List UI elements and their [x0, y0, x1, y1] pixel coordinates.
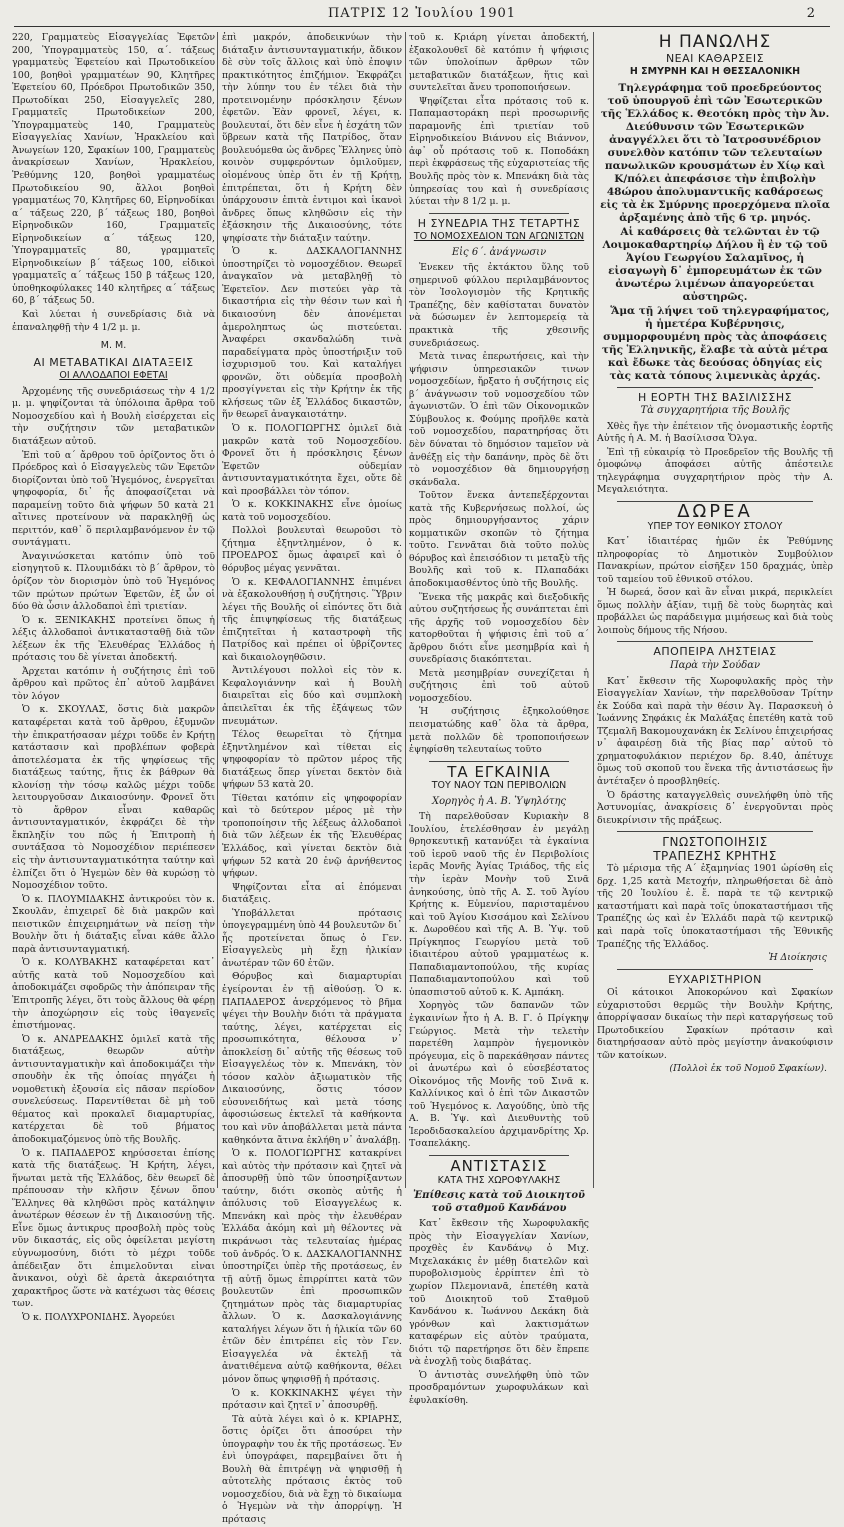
column-3: [409, 32, 589, 1406]
article-kicker: Τὰ συγχαρητήρια τῆς Βουλῆς: [640, 405, 790, 417]
signature: (Πολλοὶ ἐκ τοῦ Νομοῦ Σφακίων).: [669, 1063, 827, 1075]
article-paragraph: Ἡ συζήτησις ἐξηκολούθησε πεισματώδης καθ᾽ ὅλα τὰ ἄρθρα, μετὰ πολλῶν δὲ τροποποιήσεων ἐψηφίσθη τελευταίως τοῦτο: [409, 706, 589, 756]
article-paragraph: Τοῦτον ἕνεκα ἀντεπεξέρχονται κατὰ τῆς Κυβερνήσεως πολλοί, ὡς πρὸς δημιουργήσαντος χάριν κομματικῶν σκοπῶν τὸ ζήτημα τοῦτο. Γεννᾶται διὰ τοῦτο πολὺς θόρυβος καὶ ἐπεισόδιον τι μεταξὺ τῆς Βουλῆς καὶ τοῦ κ. Πλαπαδάκι ἀποδοκιμασθέντος ὑπὸ τῆς Βουλῆς.: [409, 490, 589, 589]
masthead-title: ΠΑΤΡΙΣ 12 Ἰουλίου 1901: [327, 6, 517, 21]
article-headline: ΤΑ ΕΓΚΑΙΝΙΑ: [447, 762, 551, 781]
section-divider: [617, 831, 813, 832]
article-headline: ΕΥΧΑΡΙΣΤΗΡΙΟΝ: [668, 972, 762, 986]
article-paragraph: Κατ᾽ ἰδιαιτέρας ἡμῶν ἐκ Ῥεθύμνης πληροφορίας τὸ Δημοτικὸν Συμβούλιον Πανακρίων, πρώτον εἰσῆξεν 150 δραχμάς, ὑπὲρ τοῦ ταμείου τοῦ ἐθνικοῦ στόλου.: [597, 536, 833, 585]
article-subheadline: ΥΠΕΡ ΤΟΥ ΕΘΝΙΚΟΥ ΣΤΟΛΟΥ: [647, 520, 783, 532]
header-rule: [14, 26, 830, 27]
article-paragraph: Ὁ κ. ΚΟΛΥΒΑΚΗΣ καταφέρεται κατ᾽ αὐτῆς κατὰ τοῦ Νομοσχεδίου καὶ ἀποδοκιμάζει σφοδρῶς τὴν ἀπόπειραν τῆς Ἐπιτροπῆς λέγει, ὅτι τοὺς ἄλλους θὰ φέρῃ τὴν ἀποχώρησιν εἰς τοὺς ἰθαγενεῖς ἐπιστήμονας.: [12, 957, 215, 1032]
article-paragraph: Μετὰ μεσημβρίαν συνεχίζεται ἡ συζήτησις ἐπὶ τοῦ αὐτοῦ νομοσχεδίου.: [409, 667, 589, 704]
section-divider: [429, 1155, 569, 1156]
article-paragraph: Ὁ ἀντιστὰς συνελήφθη ὑπὸ τῶν προσδραμόντων χωροφυλάκων καὶ ἐφυλακίσθη.: [409, 1369, 589, 1406]
article-paragraph: Οἱ κάτοικοι Ἀποκορώνου καὶ Σφακίων εὐχαριστοῦσι θερμῶς τὴν Βουλὴν Κρήτης, ἀπορρίψασαν δικαίως τὴν περὶ καταργήσεως τοῦ Πρωτοδικείου Σφακίων πρότασιν καὶ διατηρήσασαν αὐτὸ πρὸς μεγίστην ἀνακούφισιν τῶν κατοίκων.: [597, 987, 833, 1061]
article-paragraph: Θόρυβος καὶ διαμαρτυρίαι ἐγείρονται ἐν τῇ αἰθούσῃ. Ὁ κ. ΠΑΠΑΔΕΡΟΣ ἀνερχόμενος τὸ βῆμα ψέγει τὴν Βουλὴν διότι τὰ πράγματα ταύτης, λέγει, κατέρχεται εἰς προσωπικότητα, θέλουσα ν᾽ ἀποκλείσῃ δι᾽ αὐτῆς τῆς θέσεως τοῦ Εἰσαγγελέως τὸν κ. Μπενάκη, τὸν τόσον καλὸν ἀξιωματικὸν τῆς Δικαιοσύνης, ὅστις τόσον εὐσυνειδήτως καὶ μετὰ τόσης ἀφοσιώσεως ἐκτελεῖ τὰ καθήκοντα του καὶ νῦν ἀποβάλλεται μετὰ πάντα καθηκόντα ἄτινα ἐκλήθη ν᾽ ἀναλάβῃ.: [222, 971, 402, 1146]
article-paragraph: Ἀναγινώσκεται κατόπιν ὑπὸ τοῦ εἰσηγητοῦ κ. Πλουμιδάκι τὸ β΄ ἄρθρον, τὸ ὁρίζον τὸν διορισμὸν ὑπὸ τοῦ Ἡγεμόνος τῶν πρώτων πρώτων Ἐφετῶν, ἐξ ὧν οἱ δύο θὰ ὦσιν ἀλλοδαποὶ ἐπὶ τριετίαν.: [12, 550, 215, 613]
section-divider: [429, 761, 569, 762]
article-headline: ΑΠΟΠΕΙΡΑ ΛΗΣΤΕΙΑΣ: [653, 645, 777, 659]
article-paragraph: Ὁ κ. ΠΟΛΟΓΙΩΡΓΗΣ ὁμιλεῖ διὰ μακρῶν κατὰ τοῦ Νομοσχεδίου. Φρονεῖ ὅτι ἡ πρόσκλησις ξένων Ἐφετῶν οὐδεμίαν ἀντισυνταγματικότητα ἔχει, οὔτε δὲ καὶ προσβάλλει τὸν τόπον.: [222, 422, 402, 497]
article-paragraph: Ὁ κ. ΠΛΟΥΜΙΔΑΚΗΣ ἀντικρούει τὸν κ. Σκουλᾶν, ἐπιχειρεῖ δὲ διὰ μακρῶν καὶ πειστικῶν ἐπιχειρημάτων νὰ πείσῃ τὴν Βουλὴν ὅτι ἡ διάταξις εἶναι κάθε ἄλλο παρὰ ἀντισυνταγματική.: [12, 893, 215, 955]
article-paragraph: Μετὰ τινας ἐπερωτήσεις, καὶ τὴν ψήφισιν ὑπηρεσιακῶν τινων νομοσχεδίων, ἤρξατο ἡ συζήτησις εἰς β΄ ἀνάγνωσιν τοῦ νομοσχεδίου τῶν ἀγωνιστῶν. Ὁ ἐπὶ τῶν Οἰκονομικῶν Σύμβουλος κ. Φούμης προῆλθε κατὰ τοῦ νομοσχεδίου, παρατηρήσας ὅτι δὲν δύναται τὸ δημόσιον ταμεῖον νὰ ἀνθέξῃ εἰς τὴν δαπάνην, πρὸς δὲ ὅτι τὸ νομοσχέδιον θὰ δημιουργήσῃ σκάνδαλα.: [409, 351, 589, 488]
article-paragraph: Ψηφίζεται εἶτα πρότασις τοῦ κ. Παπαμαστοράκη περὶ προσωρινῆς παραμονῆς ἐπὶ τριετίαν τοῦ Εἰρηνοδικείου Βιάννου εἰς Βιάννον, ἀφ᾽ οὗ πρότασις τοῦ κ. Ποποδάκη περὶ ἐκφράσεως τῆς εὐχαριστείας τῆς Βουλῆς πρὸς τὸν κ. Μπενάκη διὰ τὰς ὑπηρεσίας του καὶ ἡ συνεδρίασις λύεται τὴν 8 1/2 μ. μ.: [409, 95, 589, 208]
article-headline: Η ΣΥΝΕΔΡΙΑ ΤΗΣ ΤΕΤΑΡΤΗΣ: [417, 216, 581, 230]
article-paragraph: Ὁ κ. ΠΟΛΥΧΡΟΝΙΔΗΣ. Ἀγορεύει: [22, 1311, 176, 1323]
article-paragraph: Ἐπὶ τοῦ α΄ ἄρθρου τοῦ ὁρίζοντος ὅτι ὁ Πρόεδρος καὶ ὁ Εἰσαγγελεὺς τῶν Ἐφετῶν διορίζονται ὑπὸ τοῦ Ἡγεμόνος, ἐνεργεῖται ψηφοφορία, δι᾽ ἧς ἀποφασίζεται νὰ παραμείνῃ τοῦτο διὰ ψήφων 50 κατὰ 21 αἴτινες προτείνουν νὰ παρακληθῇ ὡς περιττόν, καθ᾽ ὅ περιλαμβανόμενον ἐν τῷ συντάγματι.: [12, 449, 215, 549]
article-paragraph: Ἐνεκεν τῆς ἐκτάκτου ὕλης τοῦ σημερινοῦ φύλλου περιλαμβάνοντος τὸν Ἰσολογισμὸν τῆς Κρητικῆς Τραπέζης, δὲν καθίσταται δυνατὸν νὰ δώσωμεν ἐν λεπτομερείᾳ τὰ πρακτικὰ τῆς χθεσινῆς συνεδριάσεως.: [409, 262, 589, 349]
article-paragraph: Ἅμα τῇ λήψει τοῦ τηλεγραφήματος, ἡ ἡμετέρα Κυβέρνησις, συμμορφουμένη πρὸς τὰς ἀποφάσεις τῆς Ἑλληνικῆς, ἔλαβε τὰ αὐτὰ μέτρα καὶ ἔδωκε τὰς δεούσας ὁδηγίας εἰς τὰς κατὰ τόπους λιμενικὰς ἀρχάς.: [601, 304, 830, 382]
article-paragraph: Ὁ κ. ΑΝΔΡΕΔΑΚΗΣ ὁμιλεῖ κατὰ τῆς διατάξεως, θεωρῶν αὐτὴν ἀντισυνταγματικὴν καὶ ἀποδοκιμάζει τὴν σπουδὴν ἐκ τῆς ὁποίας πηγάζει ἡ νομοθετικὴ ἐξουσία εἰς πᾶσαν περίοδον συνελεύσεως. Παρεντίθεται δὲ μὴ τοῦ θέματος καὶ προκαλεῖ διαμαρτυρίας, κατέρχεται δὲ τοῦ βήματος ἀποδοκιμαζόμενος ὑπὸ τῆς Βουλῆς.: [12, 1033, 215, 1146]
article-paragraph: 220, Γραμματεὺς Εἰσαγγελίας Ἐφετῶν 200, Ὑπογραμματεὺς 150, α΄. τάξεως γραμματεὺς Ἐφετείου καὶ Πρωτοδικείου 100, βοηθοὶ γραμματέων 90, Κλητῆρες Ἐφετείου 60, Πρόεδροι Πρωτοδικῶν 350, Πρωτοδίκαι 250, Εἰσαγγελεῖς 280, Γραμματεῖς Πρωτοδικείων 200, Ὑπογραμματεὺς 140, Γραμματεὺς Εἰσαγγελίας Χανίων, Ἡρακλείου καὶ Ἀνωγείων 120, Σφακίων 100, Γραμματεὺς ἀνακρίσεων Χανίων, Ἡρακλείου, Ῥεθύμνης 120, βοηθοὶ γραμματέως Πρωτοδικείου 90, ἄλλοι βοηθοὶ γραμματέως 70, Κλητῆρες 60, Εἰρηνοδίκαι α΄ τάξεως 220, β΄ τάξεως 180, βοηθοὶ Εἰρηνοδικῶν 160, Γραμματεῖς Εἰρηνοδικείων α΄ τάξεως 120, Ὑπογραμματεῖς 80, γραμματεῖς Εἰρηνοδικείων β΄ τάξεως 100, εἰδικοὶ γραμματεῖς α΄ τάξεως 150 β τάξεως 120, ὑποθηκοφύλακες 140 κλητῆρες α΄ τάξεως 60, β΄ τάξεως 50.: [12, 32, 215, 307]
article-paragraph: Ὁ κ. ΚΟΚΚΙΝΑΚΗΣ εἶνε ὁμοίως κατὰ τοῦ νομοσχεδίου.: [222, 499, 402, 523]
article-subheadline: ΟΙ ΑΛΛΟΔΑΠΟΙ ΕΦΕΤΑΙ: [59, 370, 168, 382]
article-paragraph: Αἱ καθάρσεις θὰ τελῶνται ἐν τῷ Λοιμοκαθαρτηρίῳ Δήλου ἢ ἐν τῷ τοῦ Ἁγίου Γεωργίου Σαλαμῖνος, ἡ εἰσαγωγὴ δ᾽ ἐμπορευμάτων ἐκ τῶν ἀνωτέρω λιμένων ἀπαγορεύεται αὐστηρῶς.: [602, 225, 828, 303]
article-paragraph: Ψηφίζονται εἶτα αἱ ἑπόμεναι διατάξεις.: [222, 881, 402, 906]
article-paragraph: Ὁ κ. ΚΟΚΚΙΝΑΚΗΣ ψέγει τὴν πρότασιν καὶ ζητεῖ ν᾽ ἀποσυρθῇ.: [222, 1387, 402, 1412]
article-headline: Η ΕΟΡΤΗ ΤΗΣ ΒΑΣΙΛΙΣΣΗΣ: [637, 390, 793, 404]
column-1: [12, 32, 215, 1323]
article-kicker: Παρὰ τὴν Σούδαν: [669, 660, 761, 672]
article-paragraph: Ὑποβάλλεται πρότασις ὑπογεγραμμένη ὑπὸ 44 βουλευτῶν δι᾽ ἧς προτείνεται ὅπως ὁ Γεν. Εἰσαγγελεὺς μὴ ἔχῃ ἡλικίαν ἀνωτέραν τῶν 60 ἐτῶν.: [222, 907, 402, 969]
article-subheadline: ΤΡΑΠΕΖΗΣ ΚΡΗΤΗΣ: [653, 848, 777, 863]
article-kicker: Η ΣΜΥΡΝΗ ΚΑΙ Η ΘΕΣΣΑΛΟΝΙΚΗ: [629, 66, 801, 78]
article-headline: Η ΠΑΝΩΛΗΣ: [658, 32, 772, 52]
article-paragraph: Ὁ κ. ΔΑΣΚΑΛΟΓΙΑΝΝΗΣ ὑποστηρίζει τὸ νομοσχέδιον. Θεωρεῖ ἀναγκαῖον νὰ μεταβληθῇ τὸ Ἐφετεῖον. Δεν πιστεύει γὰρ τὰ δικαστήρια εἰς τὴν θέσιν των καὶ ἡ δικαιοσύνη δὲν ἀπονέμεται ἀμεροληπτως ὡς πιστεύεται. Ἀναφέρει σκανδαλώδη τινὰ παραδείγματα πρὸς ὑποστήριξιν τοῦ ἰσχυρισμοῦ του. Καὶ καταλήγει φρονῶν, ὅτι οὐδεμία προσβολὴ προσγίγνεται εἰς τὴν Κρήτην ἐκ τῆς κλήσεως τῶν ἐξ Ἑλλάδος δικαστῶν, ἥν θεωρεῖ ἀναγκαιοτάτην.: [222, 246, 402, 421]
article-subheadline: ΤΟ ΝΟΜΟΣΧΕΔΙΟΝ ΤΩΝ ΑΓΩΝΙΣΤΩΝ: [413, 231, 585, 243]
article-paragraph: Ἀρχεται κατόπιν ἡ συζήτησις ἐπὶ τοῦ ἄρθρου καὶ πρῶτος ἐπ᾽ αὐτοῦ λαμβάνει τὸν λόγον: [12, 665, 215, 702]
section-divider: [617, 387, 813, 388]
article-kicker: Εἰς 6΄. ἀνάγνωσιν: [451, 246, 547, 258]
article-paragraph: Χορηγὸς τῶν δαπανῶν τῶν ἐγκαινίων ἦτο ἡ Α. Β. Γ. ὁ Πρίγκηψ Γεώργιος. Μετὰ τὴν τελετὴν παρετέθη λαμπρὸν ἡγεμονικὸν πρόγευμα, εἰς ὃ παρεκάθησαν πάντες οἱ ἀνωτέρω καὶ ὁ εὐσεβέστατος Οἰκονόμος τῆς Μονῆς τοῦ Σινᾶ κ. Καλλίνικος καὶ ὁ ἐπὶ τῶν Δικαστῶν τοῦ Ἡγεμόνος κ. Λαγούδης, ὑπὸ τῆς Α. Β. Ὑψ. καὶ Διευθυντὴς τοῦ Ἱεροδιδασκαλείου ἀρχιμανδρίτης Χρ. Τσαπελάκης.: [409, 1000, 589, 1150]
section-marker: Μ. Μ.: [100, 340, 127, 352]
page-header: [18, 6, 826, 28]
article-paragraph: Ἀντιλέγουσι πολλοὶ εἰς τὸν κ. Κεφαλογιάννην καὶ ἡ Βουλὴ διαιρεῖται εἰς δύο καὶ συμπλοκὴ ἀπειλεῖται ἐκ τῆς ἐξάψεως τῶν πνευμάτων.: [222, 665, 402, 727]
column-rule: [217, 32, 218, 1188]
article-paragraph: Τέλος θεωρεῖται τὸ ζήτημα ἐξηντλημένον καὶ τίθεται εἰς ψηφοφορίαν τὸ πρῶτον μέρος τῆς διατάξεως ὅπερ γίνεται δεκτὸν διὰ ψήφων 53 κατὰ 20.: [222, 729, 402, 791]
signature: Ἡ Διοίκησις: [768, 952, 827, 964]
article-subheadline: ΤΟΥ ΝΑΟΥ ΤΩΝ ΠΕΡΙΒΟΛΙΩΝ: [431, 780, 567, 792]
article-subheadline: ΝΕΑΙ ΚΑΘΑΡΣΕΙΣ: [665, 51, 765, 65]
article-paragraph: Τὴ παρελθοῦσαν Κυριακὴν 8 Ἰουλίου, ἐτελέσθησαν ἐν μεγάλῃ θρησκευτικῇ κατανύξει τὰ ἐγκαίνια τοῦ ἱεροῦ ναοῦ τῆς ἐν Περιβολίοις ἱερᾶς Μονῆς Ἁγίας Τριάδος, τῆς εἰς τὴν ἱερὰν Μονὴν τοῦ Σινᾶ ἀνηκούσης, ὑπὸ τῆς Α. Σ. τοῦ Ἁγίου Κρήτης κ. Εὐμενίου, παρισταμένου καὶ τοῦ Ἁγίου Κισσάμου καὶ Σελίνου κ. Δωροθέου καὶ τῆς Α. Β. Ὑψ. τοῦ Πρίγκηπος Γεωργίου μετὰ τοῦ ἰδιαιτέρου αὐτοῦ γραμματέως κ. Παπαδιαμαντοπούλου, τῆς κυρίας Παπαδιαμαντοπούλου καὶ τοῦ ὑπασπιστοῦ αὐτοῦ κ. Κ. Αμπάκη.: [409, 811, 589, 998]
article-paragraph: Καὶ λύεται ἡ συνεδρίασις διὰ νὰ ἐπαναληφθῇ τὴν 4 1/2 μ. μ.: [12, 309, 215, 333]
article-kicker: Ἐπίθεσις κατὰ τοῦ Διοικητοῦ τοῦ σταθμοῦ Κανδάνου: [413, 1190, 585, 1214]
article-paragraph: Ἐπὶ τῇ εὐκαιρίᾳ τὸ Προεδρεῖον τῆς Βουλῆς τῇ ὁμοφώνῳ ἀποφάσει αὐτῆς ἀπέστειλε τηλεγράφημα συγχαρητήριον πρὸς τὴν Α. Μεγαλειότητα.: [597, 446, 833, 496]
article-paragraph: Πολλοὶ βουλευταὶ θεωροῦσι τὸ ζήτημα ἐξηντλημένον, ὁ κ. ΠΡΟΕΔΡΟΣ ὅμως ἀφαιρεῖ καὶ ὁ θόρυβος μέγας γεννᾶται.: [222, 525, 402, 574]
article-paragraph: Τίθεται κατόπιν εἰς ψηφοφορίαν καὶ τὸ δεύτερον μέρος μὲ τὴν τροποποίησιν τῆς λέξεως ἀλλοδαποὶ διὰ τῶν λέξεων ἐκ τῆς Ἐλευθέρας Ἑλλάδος, καὶ γίνεται δεκτὸν διὰ ψήφων 52 κατὰ 20 ἐνῷ ἀρνήθεντος ψήφων.: [222, 792, 402, 880]
article-paragraph: Ὁ κ. ΣΚΟΥΛΑΣ, ὅστις διὰ μακρῶν καταφέρεται κατὰ τοῦ ἄρθρου, ἐξυμνῶν τὴν ἐπικρατήσασαν μέχρι τοῦδε ἐν Κρήτῃ κατάστασιν καὶ προβλέπων φοβερὰ ἀποτελέσματα ἐκ τῆς ψηφίσεως τῆς διατάξεως ταύτης, ἥτις ἐκ βάθρων θὰ κλονίσῃ τὴν τόσῳ καλῶς μέχρι τοῦδε λειτουργοῦσαν Δικαιοσύνην. Φρονεῖ ὅτι τὸ ἄρθρον εἶναι καθαρῶς ἀντισυνταγματικόν, ἐκφράζει δὲ τὴν ἔκπληξίν του πῶς ἡ Ἐπιτροπὴ ἡ συντάξασα τὸ Νομοσχέδιον περιέπεσεν εἰς τὴν ἀντισυνταγματικότητα ταύτην καὶ ἐλπίζει ὅτι ὁ Ἡγεμὼν δὲν θὰ κυρώσῃ τὸ Νομοσχέδιον τοῦτο.: [12, 704, 215, 892]
article-paragraph: Ὁ κ. ΠΟΛΟΓΙΩΡΓΗΣ κατακρίνει καὶ αὐτὸς τὴν πρότασιν καὶ ζητεῖ νὰ ἀποσυρθῇ ὑπὸ τῶν ὑποσηρίξαντων ταύτην, διότι σκοπὸς αὐτῆς ἡ ἀπόλυσις τοῦ Εἰσαγγελέως κ. Μπενάκη καὶ πρὸς τὴν ἐλευθέραν Ἑλλάδα ἀκόμη καὶ μὴ θέλοντες νὰ πικράνωσι τὰς τελευταίας ἡμέρας τοῦ ἀνδρός. Ὁ κ. ΔΑΣΚΑΛΟΓΙΑΝΝΗΣ ὑποστηρίζει ὑπὲρ τῆς προτάσεως, ἐν τῇ αὐτῇ ὅμως ἐπιρρίπτει κατὰ τῶν βουλευτῶν ἐπὶ προσωπικῶν ζητημάτων πρὸς τὰς διαμαρτυρίας ἄλλων. Ὁ κ. Δασκαλογιάννης καταλήγει λέγων ὅτι ἡ ἡλικία τῶν 60 ἐτῶν δὲν ἐπιτρέπει εἰς τὸν Γεν. Εἰσαγγελέα νὰ ἐκτελῇ τὰ ἀνατιθέμενα αὐτῷ καθήκοντα, θέλει μόνον ὅπως ψηφισθῇ ἡ πρότασις.: [222, 1148, 402, 1385]
article-paragraph: Ὁ κ. ΞΕΝΙΚΑΚΗΣ προτείνει ὅπως ἡ λέξις ἀλλοδαποὶ ἀντικατασταθῇ διὰ τῶν λέξεων ἐκ τῆς Ἐλευθέρας Ἑλλάδος ἡ πρότασις του δὲ γίνεται ἀποδεκτή.: [12, 614, 215, 664]
article-paragraph: Κατ᾽ ἔκθεσιν τῆς Χωροφυλακῆς πρὸς τὴν Εἰσαγγελίαν Χανίων, προχθὲς ἐν Κανδάνῳ ὁ Μιχ. Μιχελακάκις ἐν μέθῃ διατελῶν καὶ πυροβολισμοὺς ἐρρίπτεν ἐπὶ τὸ χωρίον Πλεμονιανᾶ, ἐπετέθη κατὰ τοῦ Διοικητοῦ τοῦ Σταθμοῦ Κανδάνου κ. Ἰωάννου Δεκάκη διὰ γρόνθων καὶ λακτισμάτων καταφέρων εἰς αὐτὸν τραύματα, διότι τῷ παρετήρησε ὅτι δὲν ἔπρεπε νὰ ἐνοχλῇ τοὺς διαβάτας.: [409, 1218, 589, 1368]
article-paragraph: Ἡ δωρεά, ὅσον καὶ ἂν εἶναι μικρά, περικλείει ὅμως πολλὴν ἀξίαν, τιμῇ δὲ τοὺς δωρητὰς καὶ προβάλλει ὡς παράδειγμα μιμήσεως καὶ διὰ τοὺς λοιποὺς δήμους τῆς Νήσου.: [597, 587, 833, 636]
article-paragraph: ἐπὶ μακρόν, ἀποδεικνύων τὴν διάταξιν ἀντισυνταγματικήν, ἄδικον δὲ σὺν τοῖς ἄλλοις καὶ ὑπὸ ἐποψιν πρακτικότητος ἐπιζήμιον. Ἐκφράζει τὴν λύπην του ἐν τέλει διὰ τὴν προτεινομένην πρόσκλησιν ξένων ἐφετῶν. Ἐὰν φρονεῖ, λέγει, κ. βουλευταί, ὅτι δὲν εἶνε ἡ ἐσχάτη τῶν ὕβρεων κατὰ τῆς Πατρίδος, ὅταν βουλευόμεθα ὡς ἄνδρες Ἕλληνες ὑπὸ κοινὸν συμφερόντων ὁμιλοῦμεν, οἰομένους ὑπὲρ ὅτι ἐν τῇ Κρήτῃ, ἐπιτρέπεται, ὅτι ἡ Κρήτη δὲν ὑπάρχουσιν ἐπιτὰ ἐντιμοι καὶ ἱκανοὶ ἄνδρες ὅπως κληθῶσιν εἰς τὴν ἐξάσκησιν τῆς Δικαιοσύνης, τότε ψηφίσατε τὴν διάταξιν ταύτην.: [222, 32, 402, 244]
article-paragraph: Ἕνεκα τῆς μακρᾶς καὶ διεξοδικῆς αὐτου συζητήσεως ἧς συνάπτεται ἐπὶ τῆς ἀρχῆς τοῦ νομοσχεδίου δὲν κατορθοῦται ἡ ψήφισις ἐπὶ τοῦ α΄ ἄρθρου διότι εἶνε μεσημβρία καὶ ἡ συνεδρίασις διακόπτεται.: [409, 591, 589, 666]
column-4: [597, 32, 833, 1192]
column-2: [222, 32, 402, 1525]
article-paragraph: Τηλεγράφημα τοῦ προεδρεύοντος τοῦ ὑπουργοῦ ἐπὶ τῶν Ἐσωτερικῶν τῆς Ἑλλάδος κ. Θεοτόκη πρὸς τὴν Ἀν. Διεύθυνσιν τῶν Ἐσωτερικῶν ἀναγγέλλει ὅτι τὸ Ἰατροσυνέδριον συνελθὸν κατόπιν τῶν τελευταίων πανωλικῶν κρουσμάτων ἐν Χίῳ καὶ Κ/πόλει ἀπεφάσισε τὴν ἐπιβολὴν 48ώρου ἀπολυμαντικῆς καθάρσεως εἰς τὰ ἐκ Σμύρνης προερχόμενα πλοῖα ἀρξαμένης ἀπὸ τῆς 6 τρ. μηνός.: [600, 81, 830, 224]
article-headline: ΑΙ ΜΕΤΑΒΑΤΙΚΑΙ ΔΙΑΤΑΞΕΙΣ: [33, 355, 194, 369]
article-headline: ΓΝΩΣΤΟΠΟΙΗΣΙΣ: [662, 835, 768, 850]
article-headline: ΔΩΡΕΑ: [677, 501, 753, 523]
section-divider: [617, 641, 813, 642]
article-paragraph: Τὰ αὐτὰ λέγει καὶ ὁ κ. ΚΡΙΑΡΗΣ, ὅστις ὁρίζει ὅτι ἀποσύρει τὴν ὑπογραφὴν του ἐκ τῆς προτάσεως. Ἐν ἑνὶ ὑπογράφει, παρεμβαίνει ὅτι ἡ Βουλὴ θὰ ἐπιτρέψῃ νὰ ψηφισθῇ ἡ αὐτοτελὴς πρότασις ἐκτὸς τοῦ νομοσχεδίου, διὰ νὰ ἔχῃ τὸ δικαίωμα ὁ Ἡγεμὼν νὰ τὴν ἀπορρίψῃ. Ἡ πρότασις: [222, 1413, 402, 1525]
article-paragraph: Ὁ κ. ΚΕΦΑΛΟΓΙΑΝΝΗΣ ἐπιμένει νὰ ἐξακολουθήσῃ ἡ συζήτησις. Ὕβριν λέγει τῆς Βουλῆς οἱ εἰπόντες ὅτι διὰ τῆς ἐπιψηφίσεως τῆς διατάξεως ἐπιζητεῖται ἡ καταστροφὴ τῆς Πατρίδος καὶ πρέπει οἱ ὑβρίζοντες καὶ δικαιολογηθῶσιν.: [222, 576, 402, 663]
column-rule: [593, 32, 594, 1188]
article-paragraph: τοῦ κ. Κριάρη γίνεται ἀποδεκτή, ἐξακολουθεῖ δὲ κατόπιν ἡ ψήφισις τῶν ὑπολοίπων ἄρθρων τῶν μεταβατικῶν διατάξεων, ἥτις καὶ συντελεῖται ἄνευ τροποποιήσεων.: [409, 32, 589, 94]
article-paragraph: Ὁ κ. ΠΑΠΑΔΕΡΟΣ κηρύσσεται ἐπίσης κατὰ τῆς διατάξεως. Ἡ Κρήτη, λέγει, ἥνωται μετὰ τῆς Ἑλλάδος, δὲν θεωρεῖ δὲ πρέπουσαν τὴν κλῆσιν ξένων ὅπου Ἕλληνες θὰ κληθῶσι πρὸς κατάληψιν ἀνωτέρων θέσεων ἐν τῇ Δικαιοσύνῃ τῆς. Εἶνε ὅμως ἀντικρυς προσβολὴ πρὸς τοὺς νῦν δικαστάς, εἰς οὓς ὀφείλεται μεγίστη εὐγνωμοσύνη, διότι τὸ μέχρι τοῦδε ἀπέδειξαν ὅτι ἐπιμελοῦνται εἰναι ἄνικανοι, οὐχὶ δὲ ἀρετὰ ἀκεραιότητα χαρακτῆρος ὥστε νὰ κατέχωσι τὰς θέσεις των.: [12, 1147, 215, 1310]
column-rule: [405, 32, 406, 1188]
section-divider: [429, 213, 569, 214]
article-paragraph: Τὸ μέρισμα τῆς Α΄ ἑξαμηνίας 1901 ὡρίσθη εἰς δρχ. 1,25 κατὰ Μετοχήν, πληρωθήσεται δὲ ἀπὸ τῆς 20 Ἰουλίου ἐ. ἔ. παρὰ τε τῷ κεντρικῷ καταστήματι καὶ παρὰ τοῖς ὑποκαταστήμασι τῆς Τραπέζης ὡς καὶ ἐν Ἑλλάδι παρὰ τῷ κεντρικῷ καὶ παρὰ τοῖς ὑποκαταστήμασι τῆς Ἐθνικῆς Τραπέζης τῆς Ἑλλάδος.: [597, 863, 833, 950]
page-number: 2: [806, 6, 816, 21]
article-headline: ΑΝΤΙΣΤΑΣΙΣ: [450, 1157, 548, 1176]
article-paragraph: Ὁ δράστης καταγγελθεὶς συνελήφθη ὑπὸ τῆς Ἀστυνομίας, ἀνακρίσεις δ᾽ ἐνεργοῦνται πρὸς διευκρίνισιν τῆς πράξεως.: [597, 789, 833, 826]
article-subheadline: ΚΑΤΑ ΤΗΣ ΧΩΡΟΦΥΛΑΚΗΣ: [437, 1174, 561, 1186]
section-divider: [617, 969, 813, 970]
article-kicker: Χορηγὸς ἡ Α. Β. Ὑψηλότης: [431, 795, 567, 807]
article-paragraph: Κατ᾽ ἔκθεσιν τῆς Χωροφυλακῆς πρὸς τὴν Εἰσαγγελίαν Χανίων, τὴν παρελθοῦσαν Τρίτην ἐκ Σούδα καὶ παρὰ τὴν θέσιν Ἀγ. Παρασκευὴ ὁ Ἰωάννης Σηφάκις ἐκ Μαλάξας ἐπετέθη κατὰ τοῦ Τζεμαλῆ Βακομουχανάκη ἐκ Σελίνου ἐπιχειρήσας ν᾽ ἀφαιρέσῃ διὰ τῆς βίας παρ᾽ αὐτοῦ τὸ χρηματοφυλάκιον περιέχον δρ. 8.40, ἀπέτυχε ὅμως τοῦ σκοποῦ του ἕνεκα τῆς ἀντιστάσεως ἣν ἀντέταξεν ὁ προσβληθείς.: [597, 675, 833, 787]
article-paragraph: Χθὲς ἤγε τὴν ἐπέτειον τῆς ὀνομαστικῆς ἑορτῆς Αὐτῆς ἡ Α. Μ. ἡ Βασίλισσα Ὄλγα.: [597, 420, 833, 445]
article-paragraph: Ἀρχομένης τῆς συνεδριάσεως τὴν 4 1/2 μ. μ. ψηφίζονται τὰ ὑπόλοιπα ἄρθρα τοῦ Νομοσχεδίου καὶ ἡ Βουλὴ εἰσέρχεται εἰς τὴν συζήτησιν τῶν μεταβατικῶν διατάξεων αὐτοῦ.: [12, 385, 215, 447]
